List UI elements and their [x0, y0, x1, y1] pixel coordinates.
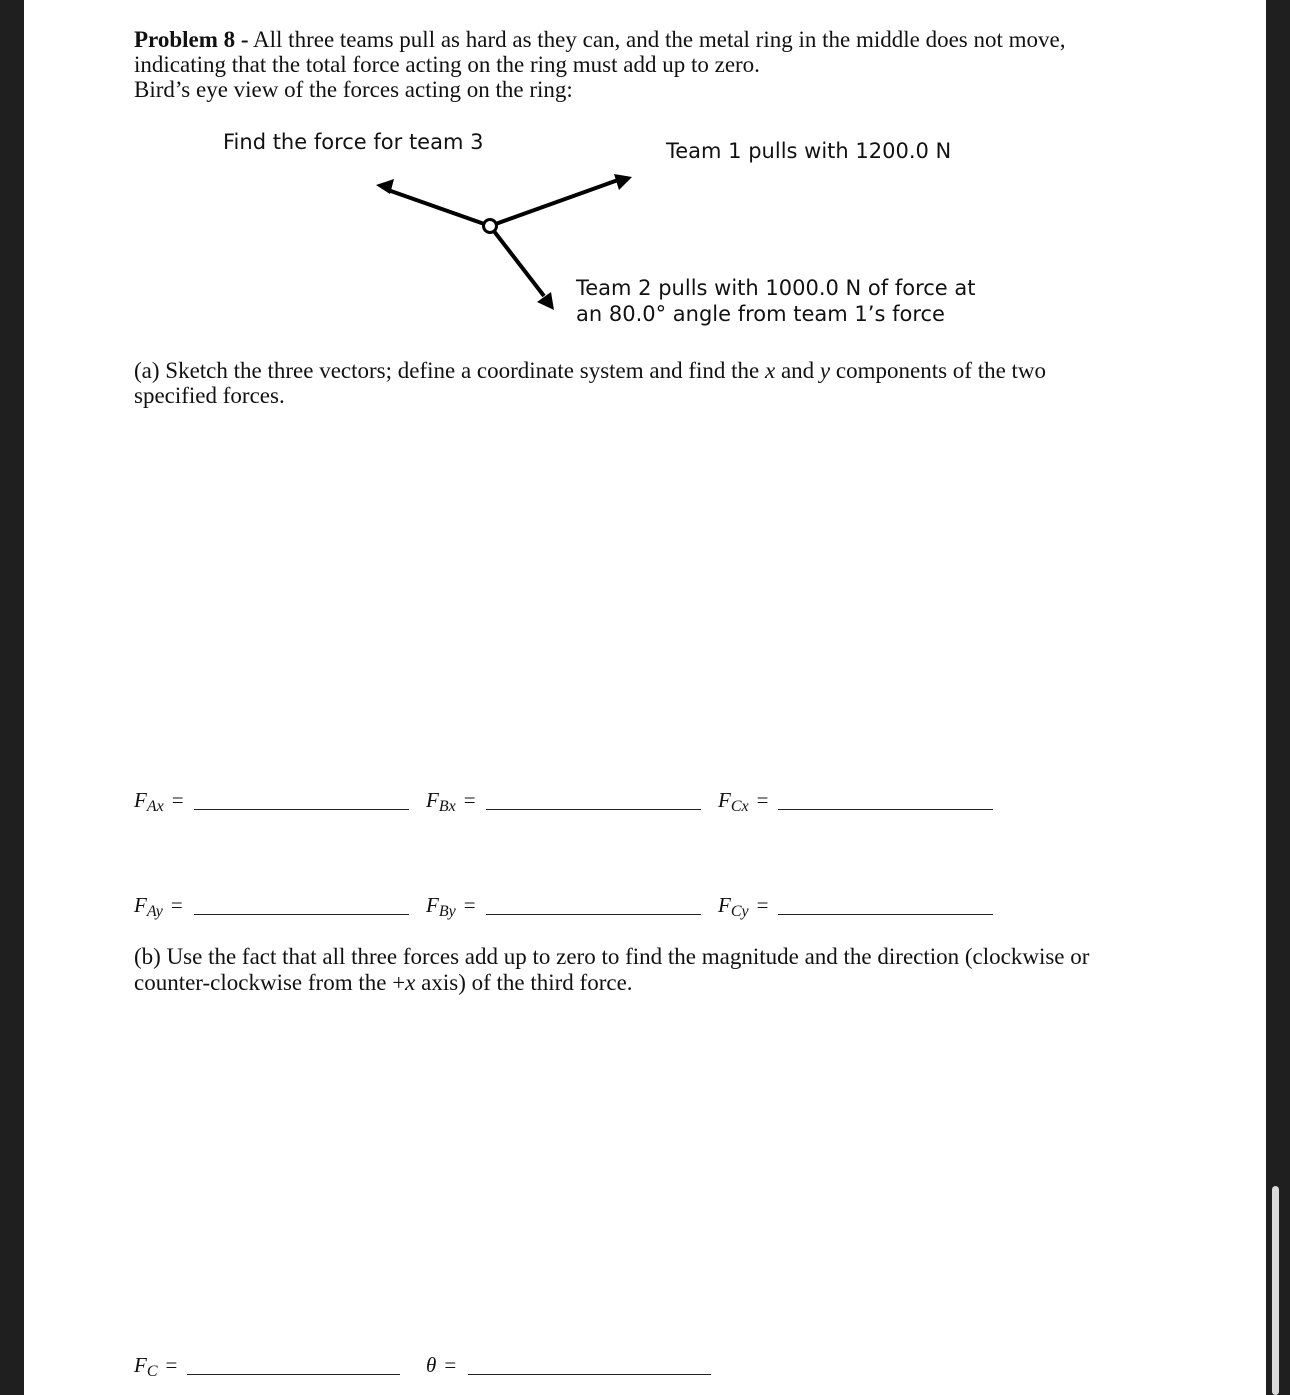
part-a-text-post: components of the two — [835, 358, 1047, 383]
scrollbar-thumb[interactable] — [1272, 1186, 1279, 1395]
team1-label: Team 1 pulls with 1200.0 N — [666, 139, 952, 163]
intro-text-1: All three teams pull as hard as they can, and the metal ring in the middle does not move, — [253, 27, 1066, 52]
field-fbx-label: $F_{Bx}$ = — [426, 788, 476, 815]
team1-force-line — [490, 180, 618, 226]
fcx-answer-blank[interactable] — [778, 809, 993, 810]
field-fcy-label: $F_{Cy}$ = — [718, 893, 769, 920]
problem-intro-line2: indicating that the total force acting on the ring must add up to zero. — [134, 52, 760, 77]
part-a-line2: specified forces. — [134, 383, 285, 408]
part-b-line1: (b) Use the fact that all three forces add up to zero to find the magnitude and the direction (clockwise or — [134, 944, 1090, 969]
part-a-line1 — [134, 358, 1244, 383]
problem-label: Problem 8 - — [134, 27, 249, 52]
team3-label: Find the force for team 3 — [223, 130, 484, 154]
team2-force-line — [490, 226, 544, 296]
field-fc-label: $F_C$ = — [134, 1353, 178, 1380]
var-x-b: x — [405, 970, 416, 995]
part-b-text-pre: counter-clockwise from the + — [134, 970, 406, 995]
part-a-and: and — [780, 358, 815, 383]
force-diagram — [24, 0, 1266, 400]
fc-answer-blank[interactable] — [187, 1374, 400, 1375]
scrollbar-track[interactable] — [1266, 0, 1290, 1395]
field-fcx-label: $F_{Cx}$ = — [718, 788, 769, 815]
part-b-line2 — [134, 970, 633, 995]
fby-answer-blank[interactable] — [486, 914, 701, 915]
fcy-answer-blank[interactable] — [778, 914, 993, 915]
theta-answer-blank[interactable] — [468, 1374, 711, 1375]
var-x: x — [764, 358, 776, 383]
field-fax-label: $F_{Ax}$ = — [134, 788, 184, 815]
part-a-text-pre: (a) Sketch the three vectors; define a coordinate system and find the — [134, 358, 760, 383]
metal-ring-icon — [484, 220, 497, 233]
fbx-answer-blank[interactable] — [486, 809, 701, 810]
fax-answer-blank[interactable] — [194, 809, 409, 810]
document-page — [24, 0, 1266, 1395]
team3-force-line — [388, 190, 490, 226]
team2-label-line1: Team 2 pulls with 1000.0 N of force at — [576, 276, 976, 300]
field-fby-label: $F_{By}$ = — [426, 893, 476, 920]
var-y: y — [819, 358, 831, 383]
fay-answer-blank[interactable] — [194, 914, 409, 915]
team1-arrowhead-icon — [614, 174, 632, 190]
problem-intro-line3: Bird’s eye view of the forces acting on the ring: — [134, 77, 573, 102]
part-b-text-post: axis) of the third force. — [421, 970, 633, 995]
field-theta-label: θ = — [426, 1353, 457, 1377]
team2-label-line2: an 80.0° angle from team 1’s force — [576, 302, 945, 326]
field-fay-label: $F_{Ay}$ = — [134, 893, 183, 920]
